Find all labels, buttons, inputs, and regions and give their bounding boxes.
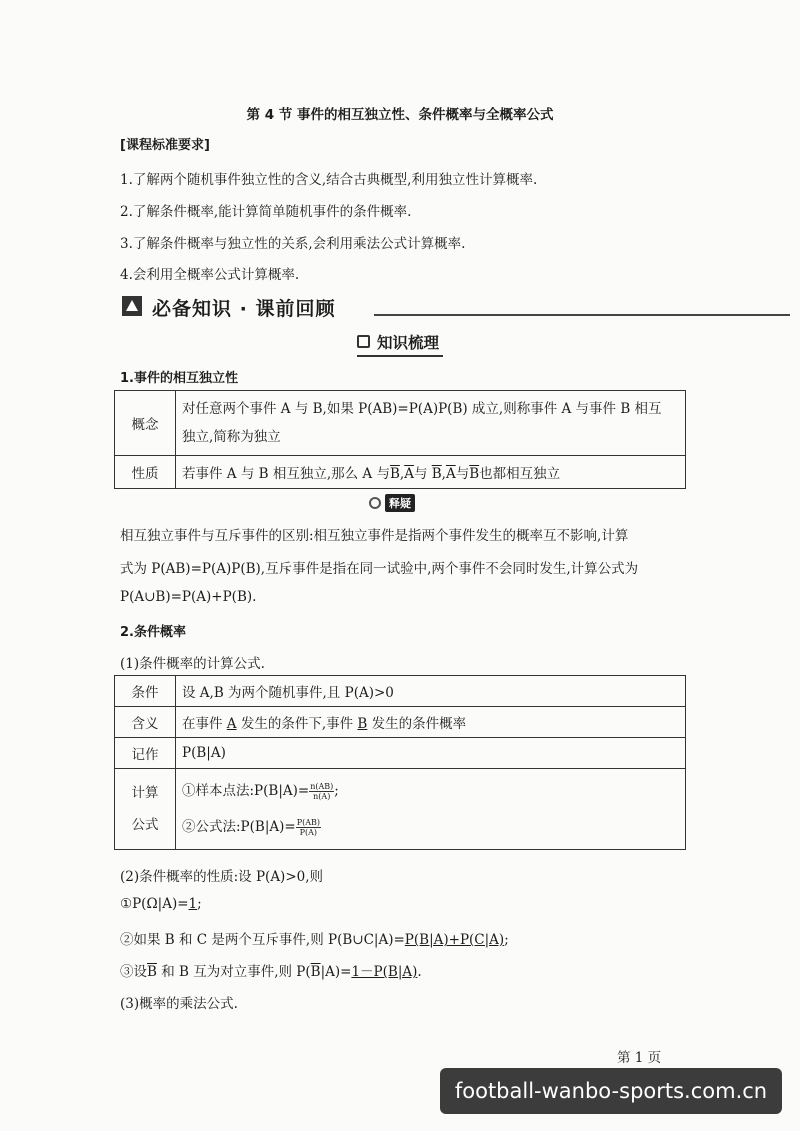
note-label: 释疑: [385, 494, 415, 512]
note-tag: [369, 494, 415, 512]
meaning-text: 发生的条件下,事件: [236, 716, 358, 732]
table-row: [115, 769, 686, 850]
section-header: [118, 294, 790, 320]
meaning-text: 在事件: [182, 716, 227, 732]
heading-independence: 1.事件的相互独立性: [120, 371, 238, 386]
underlined-a: A: [226, 716, 237, 732]
conditional-table: [114, 675, 686, 850]
prop-text: ①P(Ω|A)=: [120, 896, 189, 912]
denominator: n(A): [313, 792, 331, 801]
label-line: 公式: [131, 817, 159, 833]
table-label: 记作: [115, 738, 176, 769]
table-row: [115, 738, 686, 769]
table-cell: P(B|A): [176, 738, 686, 769]
table-cell: 设 A,B 为两个随机事件,且 P(A)>0: [176, 676, 686, 707]
standard-item: 1.了解两个随机事件独立性的含义,结合古典概型,利用独立性计算概率.: [120, 172, 538, 188]
property-text: 若事件 A 与 B 相互独立,那么 A 与: [182, 466, 390, 482]
table-label: 概念: [115, 391, 176, 456]
property-text: 也都相互独立: [479, 466, 561, 482]
complement-b: $\overline{B}$: [469, 466, 480, 482]
subheading: (1)条件概率的计算公式.: [120, 656, 265, 672]
independence-table: [114, 390, 686, 489]
subheading: (3)概率的乘法公式.: [120, 996, 238, 1012]
denominator: P(A): [299, 828, 318, 837]
comma: ,: [399, 466, 405, 482]
concept-line: 独立,简称为独立: [182, 429, 281, 445]
table-cell: [176, 456, 686, 489]
label-line: 计算: [131, 785, 159, 801]
fraction: [309, 782, 334, 801]
meaning-text: 发生的条件概率: [367, 716, 467, 732]
complement-b: $\overline{B}$: [147, 964, 157, 980]
formula-line: [182, 809, 679, 845]
table-label: 性质: [115, 456, 176, 489]
table-row: [115, 456, 686, 489]
subsection-box: [357, 331, 443, 357]
table-row: [115, 676, 686, 707]
bulb-icon: [369, 497, 381, 509]
connector: 与: [455, 466, 470, 482]
standard-item: 3.了解条件概率与独立性的关系,会利用乘法公式计算概率.: [120, 236, 466, 252]
note-line: P(A∪B)=P(A)+P(B).: [120, 589, 257, 605]
standard-item: 2.了解条件概率,能计算简单随机事件的条件概率.: [120, 204, 412, 220]
subsection-header: [0, 331, 800, 357]
section-divider: [374, 314, 790, 316]
prop-text: ②如果 B 和 C 是两个互斥事件,则 P(B∪C|A)=: [120, 932, 405, 948]
prop-answer: P(B|A)+P(C|A): [404, 932, 505, 948]
prop-text: ;: [197, 896, 202, 912]
table-label: 含义: [115, 707, 176, 738]
property-item: [120, 928, 509, 948]
table-row: [115, 391, 686, 456]
prop-text: 和 B 互为对立事件,则 P(: [156, 964, 311, 980]
formula-text: ①样本点法:P(B|A)=: [182, 783, 310, 799]
triangle-icon: [122, 296, 142, 316]
comma: ,: [441, 466, 446, 482]
standards-heading: [课程标准要求]: [120, 138, 210, 153]
formula-text: ②公式法:P(B|A)=: [182, 819, 296, 835]
formula-text: ;: [334, 783, 339, 799]
note-icon: [357, 335, 370, 348]
prop-text: ③设: [120, 964, 147, 980]
prop-answer: 1: [188, 896, 198, 912]
section-title: 必备知识 · 课前回顾: [152, 298, 336, 320]
watermark: football-wanbo-sports.com.cn: [440, 1068, 782, 1114]
table-label: 条件: [115, 676, 176, 707]
note-line: 式为 P(AB)=P(A)P(B),互斥事件是指在同一试验中,两个事件不会同时发生,计算公式为: [120, 561, 639, 577]
page-title: 第 4 节 事件的相互独立性、条件概率与全概率公式: [246, 107, 554, 123]
complement-b: $\overline{B}$: [389, 466, 400, 482]
numerator: n(AB): [310, 782, 334, 791]
fraction: [296, 818, 321, 837]
complement-a: $\overline{A}$: [445, 466, 456, 482]
complement-b: $\overline{B}$: [431, 466, 442, 482]
table-cell: [176, 769, 686, 850]
prop-text: .: [417, 964, 422, 980]
table-label: [115, 769, 176, 850]
table-row: [115, 707, 686, 738]
table-cell: [176, 391, 686, 456]
underlined-b: B: [357, 716, 368, 732]
complement-b: $\overline{B}$: [310, 964, 321, 980]
table-cell: [176, 707, 686, 738]
standard-item: 4.会利用全概率公式计算概率.: [120, 267, 300, 283]
subsection-title: 知识梳理: [376, 334, 439, 352]
connector: 与: [413, 466, 432, 482]
prop-text: ;: [504, 932, 509, 948]
complement-a: $\overline{A}$: [404, 466, 414, 482]
prop-answer: 1－P(B|A): [351, 964, 418, 980]
concept-line: 对任意两个事件 A 与 B,如果 P(AB)=P(A)P(B) 成立,则称事件 A 与事件 B 相互: [182, 401, 662, 417]
property-item: [120, 960, 422, 980]
heading-conditional: 2.条件概率: [120, 625, 186, 640]
subheading: (2)条件概率的性质:设 P(A)>0,则: [120, 869, 324, 885]
numerator: P(AB): [296, 818, 320, 827]
formula-line: [182, 773, 679, 809]
note-line: 相互独立事件与互斥事件的区别:相互独立事件是指两个事件发生的概率互不影响,计算: [120, 528, 629, 544]
prop-text: |A)=: [320, 964, 352, 980]
page-number: 第 1 页: [617, 1050, 662, 1066]
property-item: [120, 896, 202, 912]
